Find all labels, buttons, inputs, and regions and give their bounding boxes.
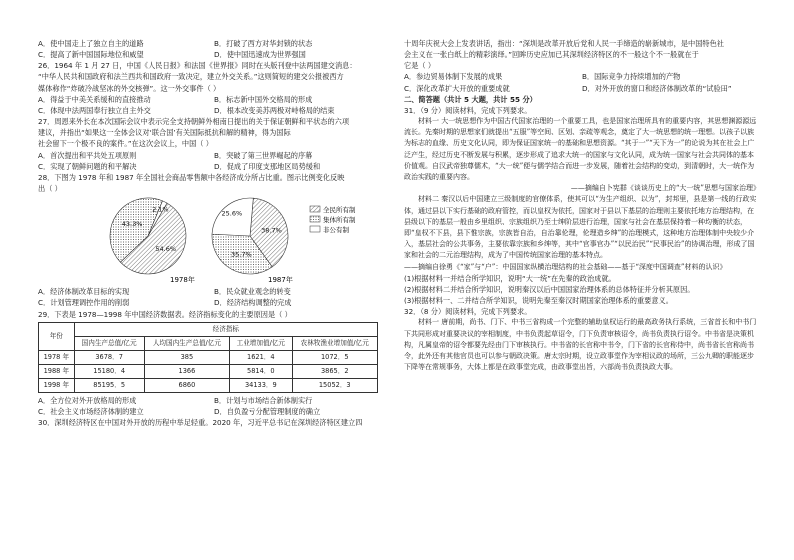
table-cell: 15052．3 [292,378,378,392]
material-2-source: ——摘编自徐勇《“家”与“户”：中国国家纵横治理结构的社会基础——基于“深度中国调查”材料的认识》 [404,262,727,271]
option: A．得益于中美关系缓和的直接推动 [38,94,151,104]
q30-continued-line: 十周年庆祝大会上发表讲话，指出：“深圳是改革开放后党和人民一手缔造的崭新城市，是中国特色社 [404,39,724,48]
question-31: 31．（9 分）阅读材料，完成下列要求。 [404,105,532,115]
q25-options-row-1 [38,38,390,49]
option: C．实现了朝鲜问题的和平解决 [38,161,137,171]
pie-year-label-1978: 1978年 [170,276,195,285]
option: D．自负盈亏分配管理制度的确立 [214,406,321,416]
option: B．标志新中国外交格局的形成 [214,94,313,104]
option: C．计划管理调控作用的削弱 [38,298,130,308]
option: B．计划与市场结合新体制实行 [214,395,313,405]
legend-label: 非公有制 [323,226,349,235]
question-27-line: 27．周恩来外长在本次国际会议中表示完全支持朝鲜外相南日提出的关于保证朝鲜和平状态的六项 [38,117,350,127]
chart-legend [310,205,356,234]
q28-options-row-2 [38,297,390,308]
option: B．国际竞争力持续增加的产物 [582,72,681,82]
legend-label: 集体所有制 [323,216,356,225]
table-header: 年份 [39,322,75,350]
q30-continued-line: 它是（ ） [404,61,436,71]
table-header: 经济指标 [74,322,377,336]
requirement-3: (3)根据材料一、二并结合所学知识，说明先秦至秦汉时期国家治理体系的重要意义。 [404,296,673,306]
option: A．参边贸易体制下发展的成果 [404,72,503,82]
pie-data-label: 43.3% [121,220,143,229]
legend-swatch-private [310,226,320,232]
q30-options-row-2 [404,83,760,94]
pie-data-label: 38.7% [261,226,282,235]
table-cell: 5814．0 [230,364,292,378]
option: C．提高了新中国国际地位和威望 [38,50,144,60]
q27-options-row-1 [38,150,390,161]
question-32: 32．（8 分）阅读材料，完成下列要求。 [404,307,532,317]
option: B．打破了西方对华封锁的状态 [214,39,313,48]
option: A．全方位对外开放格局的形成 [38,395,137,405]
table-cell: 1621．4 [230,350,292,364]
option: C．体现中法两国奉行独立自主外交 [38,105,151,115]
section-heading: 二、简答题（共计 5 大题，共计 55 分） [404,94,537,104]
legend-swatch-state [310,206,320,212]
table-header: 工业增加值/亿元 [230,336,292,350]
q29-options-row-1 [38,395,390,406]
legend-label: 全民所有制 [323,206,356,215]
question-28-line: 出（ ） [38,184,62,194]
option: B．突破了第三世界崛起的序幕 [214,150,313,160]
q30-continued-line: 会主义在一张白纸上的精彩演绎。”回眸历史应加已其深圳经济特区的不一般这个不一般就在于 [404,50,699,60]
option: A．首次提出和平共处五项原则 [38,150,137,160]
question-26-line: “中华人民共和国政府和法兰西共和国政府一致决定，建立外交关系。”这则简短的建交公报被西方 [38,72,344,82]
q28-options-row-1 [38,286,390,297]
option: A．使中国走上了独立自主的道路 [38,39,144,48]
pie-1978 [110,198,186,274]
table-cell: 1988 年 [39,364,75,378]
question-26-line: 26．1964 年 1 月 27 日，中国《人民日报》和法国《世界报》同时在头版刊登中法两国建交消息： [38,61,357,71]
pie-data-label: 2.1% [152,205,169,214]
q25-options-row-2 [38,49,390,60]
question-28-line: 28．下图为 1978 年和 1987 年全国社会商品零售额中各经济成分所占比重。图示比例变化反映 [38,172,345,182]
table-row [39,378,378,392]
q26-options-row-1 [38,94,390,105]
table-cell: 3865．2 [292,364,378,378]
option: D．根本改变美苏两极对峙格局的结束 [214,105,335,115]
table-header: 国内生产总值/亿元 [74,336,144,350]
table-row [39,364,378,378]
question-30: 30．深圳经济特区在中国对外开放的历程中举足轻重。2020 年，习近平总书记在深圳经济特区建立四 [38,417,363,427]
option: C．社会主义市场经济体制的建立 [38,406,144,416]
table-cell: 1998 年 [39,378,75,392]
right-column [404,38,760,373]
question-26-line: 媒体称作“炸破冷战坚冰的外交核弹”。这一外交事件（ ） [38,83,221,93]
table-header: 农林牧渔业增加值/亿元 [292,336,378,350]
table-cell: 6860 [144,378,229,392]
economic-data-table [38,322,378,393]
pie-year-label-1987: 1987年 [268,276,293,285]
option: C．深化改革扩大开放的重要成就 [404,83,510,93]
option: D．经济结构调整的完成 [214,298,292,308]
q26-options-row-2 [38,105,390,116]
table-cell: 1978 年 [39,350,75,364]
pie-charts-figure [38,194,390,286]
question-27-line: 建议，并指出“如果这一全体会议对‘联合国’有关国际抵抗和解的精神，得为国际 [38,128,291,138]
requirement-1: (1)根据材料一并结合所学知识，说明“大一统”在先秦的政治成就。 [404,273,616,283]
option: D．使中国迅速成为世界强国 [214,50,306,60]
pie-data-label: 54.6% [155,245,177,254]
table-row [39,350,378,364]
question-27-line: 社会留下一个极不良的案件。”在这次会议上，中国（ ） [38,139,213,149]
option: D．对外开放的窗口和经济体制改革的“试验田” [582,83,732,93]
table-cell: 1366 [144,364,229,378]
pie-data-label: 35.7% [231,250,252,259]
legend-swatch-collective [310,216,320,222]
option: B．民众就业观念的转变 [214,287,291,297]
material-32: 材料一 唐前期，尚书、门下、中书三省构成一个完整的辅助皇权运行的最高政务执行系统，三省首长和中书门下共同形成对重要决议的宰相制度，中书负责起草诏令，门下负责审核诏令，尚书负责执行诏令。中书省是决策机构，凡属皇帝的诏令都要先经由门下审核执行。中书省的长官称中书令，门下省的长官称侍中，尚书省长官称尚书令，此外还有其他官员也可以参与朝政决策。唐太宗时期，设立政事堂作为宰相议政的场所，三公九卿的职能逐步下降等在常规事务，大体上都是在政事堂完成，由政事堂出旨，六部尚书负责执政大事。 [404,318,757,372]
material-1-source: ——摘编自卜宪群《谈谈历史上的“大一统”思想与国家治理》 [570,184,760,193]
requirement-2: (2)根据材料二并结合所学知识，说明秦汉以后中国国家治理体系的总体特征并分析其原因。 [404,284,695,294]
q27-options-row-2 [38,161,390,172]
material-1: 材料一 大一统思想作为中国古代国家治理的一个重要工具，也是国家治理所具有的重要内容，其思想渊源源远流长。先秦时期的思想家们就提出“五服”等空间、区划、亲疏等观念，奠定了大一统思想的统一理想。以孩子以族为标志的血缘、历史文化认同，即为保证国家统一的基础和思想资源。“其于一”“天下为一”的论说为其在社会上广泛产生，经过历史不断发展与积累，逐步形成了追求大统一的国家与文化认同，成为统一国家与社会共同体的基本价值观。自汉武帝独尊儒术，“大一统”便与儒学结合而进一步发展，随着社会结构的变动，到清朝时，大一统作为政治实践的重要内容。 [404,117,757,182]
question-29: 29．下表是 1978—1998 年中国经济数据表。经济指标变化的主要原因是（ ） [38,309,292,319]
material-2: 材料二 秦汉以后中国建立三级制度的官僚体系，使其可以“为生产组织、以为”，封邦里，县是第一线的行政实体，通过县以下实行基础的政府管控，而以皇权为依托，国家对于县以下基层的治理则主要依托地方治理结构，在县级以下的基层一般由乡里组织、宗族组织乃至士绅阶层进行治理，国家与社会在基层保持着一种均衡的状态，即“皇权不下县，县下惟宗族，宗族皆自治，自治靠伦理，伦理造乡绅”的治理模式，这种地方治理体制中央较少介入，基层社会的公共事务，主要依靠宗族和乡绅等，其中“官事官办”“以民治民”“民事民治”的协调治理，形成了国家和社会的二元治理结构，成为了中国传统国家治理的基本特点。 [404,195,757,260]
table-cell: 15180．4 [74,364,144,378]
option: D．促成了印度支那地区局势缓和 [214,161,321,171]
table-header: 人均国内生产总值/亿元 [144,336,229,350]
table-cell: 85195．5 [74,378,144,392]
table-cell: 385 [144,350,229,364]
q30-options-row-1 [404,71,760,82]
table-cell: 3678．7 [74,350,144,364]
q29-options-row-2 [38,406,390,417]
pie-1987 [212,198,288,274]
pie-data-label: 25.6% [221,209,243,218]
pie-charts-svg [38,194,390,286]
left-column [38,38,390,428]
table-cell: 1072．5 [292,350,378,364]
option: A．经济体制改革目标的实现 [38,287,130,297]
table-cell: 34133．9 [230,378,292,392]
